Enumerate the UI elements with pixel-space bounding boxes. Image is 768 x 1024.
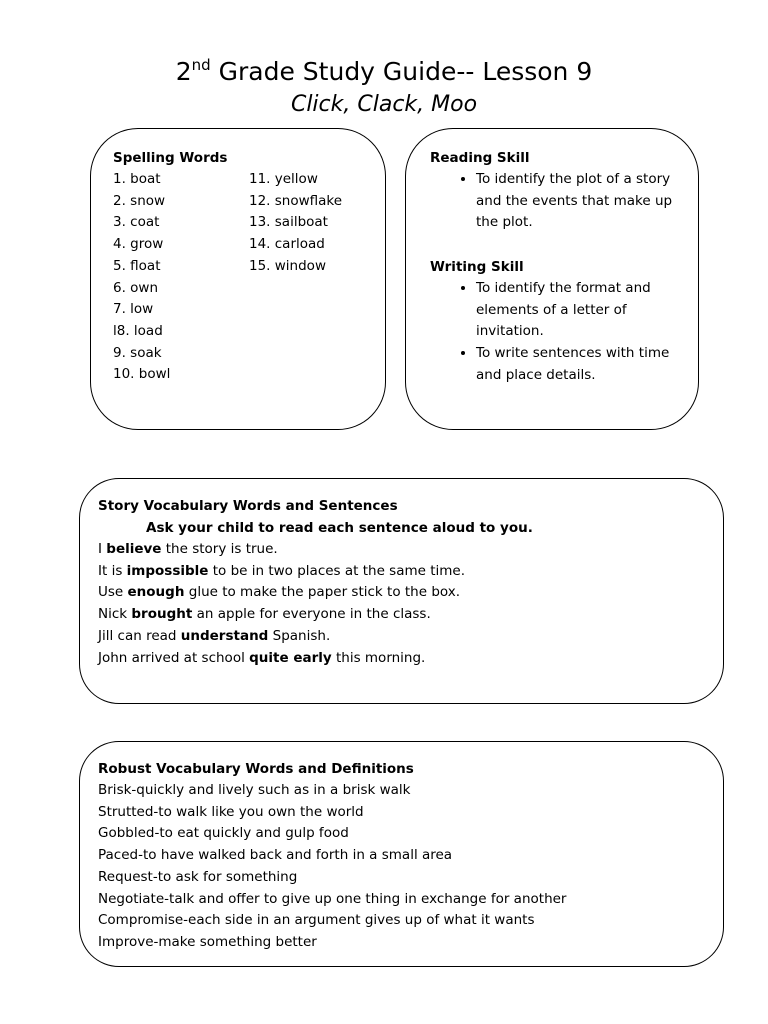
robust-vocabulary-heading: Robust Vocabulary Words and Definitions: [98, 761, 414, 777]
spelling-word: 1. boat: [113, 171, 161, 187]
story-vocabulary-content: [98, 495, 705, 669]
writing-skill-heading: Writing Skill: [430, 258, 524, 275]
spelling-word: 10. bowl: [113, 366, 171, 383]
title-text: Grade Study Guide-- Lesson 9: [210, 57, 593, 86]
spelling-word: 2. snow: [113, 192, 166, 209]
story-vocabulary-instruction: Ask your child to read each sentence aloud to you.: [146, 520, 533, 536]
skills-box: [405, 128, 699, 430]
page-title: [0, 50, 768, 87]
spelling-word: 11. yellow: [249, 171, 318, 187]
page-subtitle: Click, Clack, Moo: [290, 92, 478, 117]
spelling-word: 12. snowflake: [249, 192, 343, 209]
title-number: 2: [175, 57, 192, 86]
vocabulary-definition: Gobbled-to eat quickly and gulp food: [98, 825, 349, 842]
vocabulary-sentence: It is impossible to be in two places at the same time.: [98, 562, 466, 579]
vocabulary-word: believe: [106, 541, 162, 557]
vocabulary-word: brought: [131, 606, 193, 623]
reading-skill-list: [430, 169, 680, 234]
vocabulary-word: impossible: [126, 562, 209, 579]
vocabulary-sentence: John arrived at school quite early this morning.: [98, 649, 426, 666]
spelling-word: 15. window: [249, 257, 326, 274]
spelling-word: 3. coat: [113, 214, 160, 231]
spelling-word: 6. own: [113, 279, 159, 296]
skills-content: [430, 147, 680, 386]
vocabulary-sentence: I believe the story is true.: [98, 541, 278, 557]
vocabulary-word: quite early: [249, 649, 332, 666]
vocabulary-sentence: Nick brought an apple for everyone in the class.: [98, 606, 431, 623]
spelling-word: 13. sailboat: [249, 214, 328, 231]
vocabulary-definition: Strutted-to walk like you own the world: [98, 803, 364, 820]
reading-skill-item: • To identify the plot of a story and the events that make up the plot.: [476, 169, 680, 234]
title-ordinal-suffix: nd: [191, 56, 211, 74]
spelling-words-box: [90, 128, 386, 430]
spelling-word: 7. low: [113, 301, 154, 318]
spelling-column-1: [113, 147, 227, 386]
spelling-column-2: [249, 169, 342, 278]
vocabulary-definition: Compromise-each side in an argument gives up of what it wants: [98, 912, 535, 929]
spelling-word: 5. float: [113, 257, 161, 274]
spelling-word: 4. grow: [113, 236, 164, 253]
writing-skill-item: • To identify the format and elements of a letter of invitation.: [476, 278, 680, 343]
vocabulary-definition: Negotiate-talk and offer to give up one thing in exchange for another: [98, 890, 567, 907]
robust-vocabulary-content: [98, 758, 705, 954]
robust-vocabulary-box: [79, 741, 724, 967]
vocabulary-sentence: Use enough glue to make the paper stick to the box.: [98, 584, 461, 601]
reading-skill-heading: Reading Skill: [430, 150, 530, 166]
vocabulary-sentence: Jill can read understand Spanish.: [98, 627, 331, 644]
vocabulary-definition: Improve-make something better: [98, 933, 317, 950]
vocabulary-word: understand: [180, 627, 269, 644]
spelling-word: 9. soak: [113, 344, 162, 361]
vocabulary-definition: Brisk-quickly and lively such as in a brisk walk: [98, 782, 411, 798]
writing-skill-list: [430, 278, 680, 387]
spelling-heading: Spelling Words: [113, 150, 228, 166]
spelling-word: l8. load: [113, 322, 163, 339]
story-vocabulary-heading: Story Vocabulary Words and Sentences: [98, 498, 398, 514]
writing-skill-item: • To write sentences with time and place details.: [476, 343, 680, 386]
story-vocabulary-box: [79, 478, 724, 704]
vocabulary-definition: Request-to ask for something: [98, 868, 298, 885]
vocabulary-word: enough: [127, 584, 185, 601]
vocabulary-definition: Paced-to have walked back and forth in a small area: [98, 847, 453, 864]
spelling-word: 14. carload: [249, 236, 325, 253]
